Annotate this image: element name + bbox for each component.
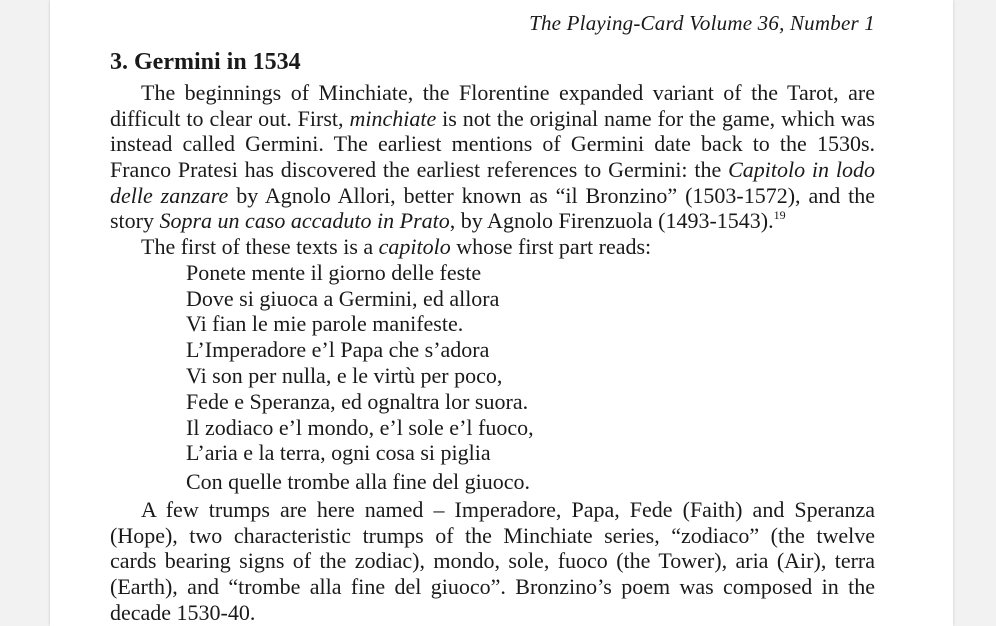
poem-line: L’Imperadore e’l Papa che s’adora	[186, 337, 490, 362]
paragraph-line: (Earth), and “trombe alla fine del giuoco”. Bronzino’s poem was composed in the	[110, 574, 875, 599]
text-run: is not the original name for the game, which was	[436, 106, 875, 131]
text-run: by Agnolo Allori, better known as “il Bronzino” (1503-1572), and the	[228, 183, 876, 208]
paragraph-line	[110, 157, 875, 183]
italic-title: Sopra un caso accaduto in Prato	[159, 208, 450, 233]
italic-title: Capitolo in lodo	[728, 157, 875, 182]
paragraph-line: The beginnings of Minchiate, the Florentine expanded variant of the Tarot, are	[141, 80, 875, 105]
poem-line: Con quelle trombe alla fine del giuoco.	[186, 469, 530, 494]
poem-line: Dove si giuoca a Germini, ed allora	[186, 286, 500, 311]
paragraph-line: A few trumps are here named – Imperadore, Papa, Fede (Faith) and Speranza	[141, 497, 875, 522]
paragraph-line	[141, 234, 875, 260]
italic-term: minchiate	[349, 106, 437, 131]
document-page	[50, 0, 953, 626]
running-header: The Playing-Card Volume 36, Number 1	[529, 11, 875, 35]
paragraph-line	[110, 208, 875, 234]
text-run: Franco Pratesi has discovered the earliest references to Germini: the	[110, 157, 729, 182]
paragraph-line	[110, 106, 875, 132]
poem-line: Il zodiaco e’l mondo, e’l sole e’l fuoco,	[186, 415, 534, 440]
poem-line: Ponete mente il giorno delle feste	[186, 260, 482, 285]
footnote-ref[interactable]: 19	[773, 208, 786, 222]
poem-line: L’aria e la terra, ogni cosa si piglia	[186, 440, 491, 465]
paragraph-line: instead called Germini. The earliest mentions of Germini date back to the 1530s.	[110, 131, 875, 156]
paragraph-line: (Hope), two characteristic trumps of the Minchiate series, “zodiaco” (the twelve	[110, 523, 875, 548]
italic-term: capitolo	[378, 234, 451, 259]
paragraph-line	[110, 183, 875, 209]
poem-line: Vi fian le mie parole manifeste.	[186, 311, 464, 336]
paragraph-line: decade 1530-40.	[110, 600, 256, 625]
paragraph-line: cards bearing signs of the zodiac), mondo, sole, fuoco (the Tower), aria (Air), terra	[110, 548, 875, 573]
italic-title: delle zanzare	[110, 183, 229, 208]
text-run: story	[110, 208, 160, 233]
poem-line: Fede e Speranza, ed ognaltra lor suora.	[186, 389, 529, 414]
text-run: whose first part reads:	[450, 234, 652, 259]
text-run: , by Agnolo Firenzuola (1493-1543).	[449, 208, 774, 233]
text-run: difficult to clear out. First,	[110, 106, 350, 131]
section-title: 3. Germini in 1534	[110, 49, 301, 75]
text-run: The first of these texts is a	[141, 234, 379, 259]
poem-line: Vi son per nulla, e le virtù per poco,	[186, 363, 503, 388]
